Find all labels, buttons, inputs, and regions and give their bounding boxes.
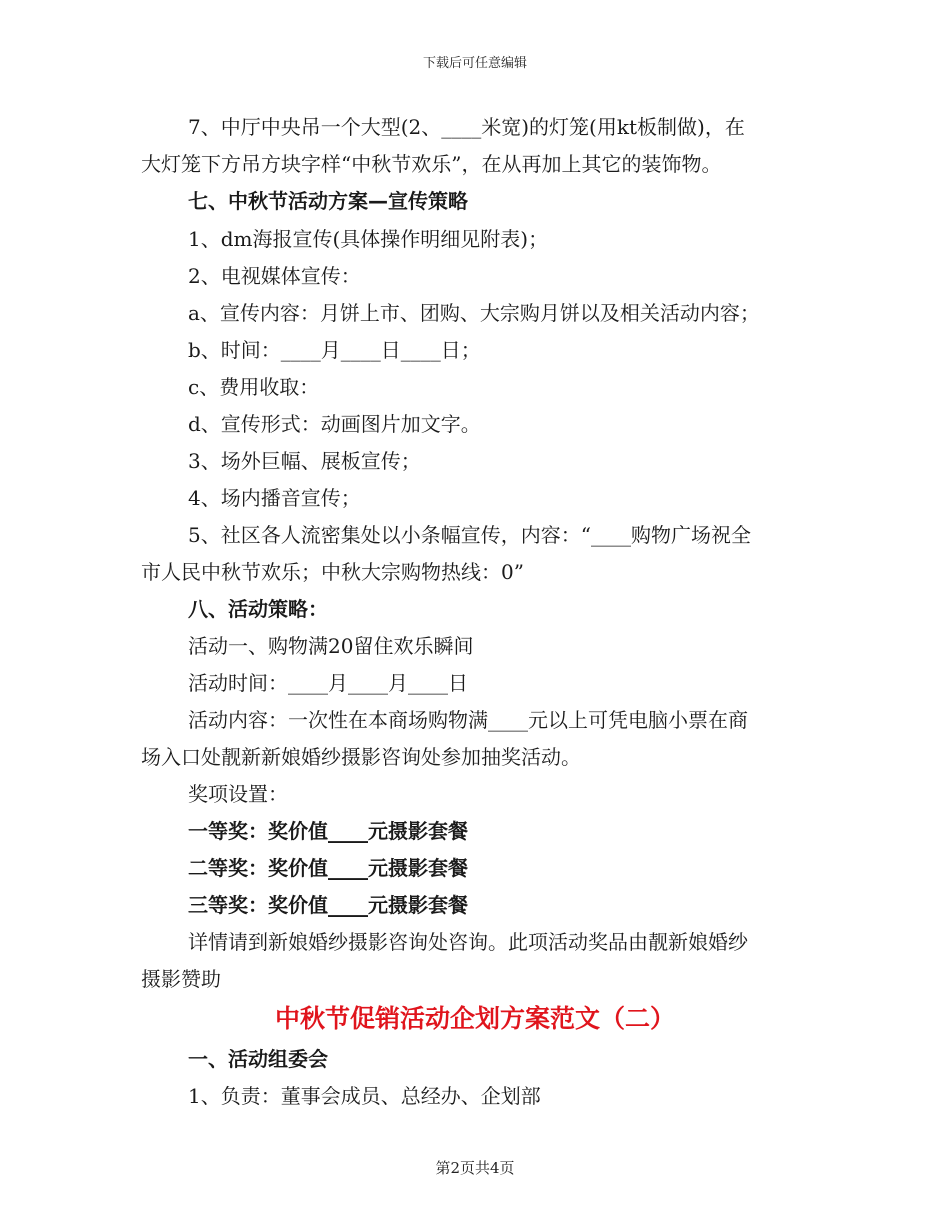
page-header: 下载后可任意编辑 bbox=[422, 56, 527, 71]
paragraph-line: 2、电视媒体宣传： bbox=[188, 264, 361, 288]
section-heading: 八、活动策略： bbox=[188, 597, 328, 621]
paragraph-line: 5、社区各人流密集处以小条幅宣传，内容：“____购物广场祝全 bbox=[188, 523, 751, 547]
paragraph-line: c、费用收取： bbox=[188, 375, 320, 399]
paragraph-line: 1、dm海报宣传(具体操作明细见附表)； bbox=[188, 227, 549, 251]
paragraph-line: 活动一、购物满20留住欢乐瞬间 bbox=[188, 634, 474, 658]
section-heading: 七、中秋节活动方案—宣传策略 bbox=[188, 189, 468, 213]
paragraph-line: d、宣传形式：动画图片加文字。 bbox=[188, 412, 481, 436]
section-title: 中秋节促销活动企划方案范文（二） bbox=[274, 1004, 675, 1033]
paragraph-line: 摄影赞助 bbox=[141, 967, 221, 991]
page-footer: 第2页共4页 bbox=[435, 1159, 515, 1177]
paragraph-line: b、时间：____月____日____日； bbox=[188, 338, 481, 362]
prize-line: 二等奖：奖价值____元摄影套餐 bbox=[188, 856, 468, 880]
section-heading: 一、活动组委会 bbox=[188, 1047, 328, 1071]
paragraph-line: 场入口处靓新新娘婚纱摄影咨询处参加抽奖活动。 bbox=[141, 745, 581, 769]
paragraph-line: 7、中厅中央吊一个大型(2、____米宽)的灯笼(用kt板制做)，在 bbox=[188, 115, 745, 139]
prize-line: 一等奖：奖价值____元摄影套餐 bbox=[188, 819, 468, 843]
prize-line: 三等奖：奖价值____元摄影套餐 bbox=[188, 893, 468, 917]
paragraph-line: 详情请到新娘婚纱摄影咨询处咨询。此项活动奖品由靓新娘婚纱 bbox=[188, 930, 748, 954]
paragraph-line: 4、场内播音宣传； bbox=[188, 486, 361, 510]
paragraph-line: 1、负责：董事会成员、总经办、企划部 bbox=[188, 1084, 541, 1108]
paragraph-line: a、宣传内容：月饼上市、团购、大宗购月饼以及相关活动内容； bbox=[188, 301, 760, 325]
paragraph-line: 市人民中秋节欢乐；中秋大宗购物热线：0” bbox=[141, 560, 524, 584]
paragraph-line: 活动内容：一次性在本商场购物满____元以上可凭电脑小票在商 bbox=[188, 708, 748, 732]
paragraph-line: 3、场外巨幅、展板宣传； bbox=[188, 449, 421, 473]
paragraph-line: 活动时间：____月____月____日 bbox=[188, 671, 468, 695]
paragraph-line: 奖项设置： bbox=[188, 782, 288, 806]
paragraph-line: 大灯笼下方吊方块字样“中秋节欢乐”，在从再加上其它的装饰物。 bbox=[141, 152, 722, 176]
